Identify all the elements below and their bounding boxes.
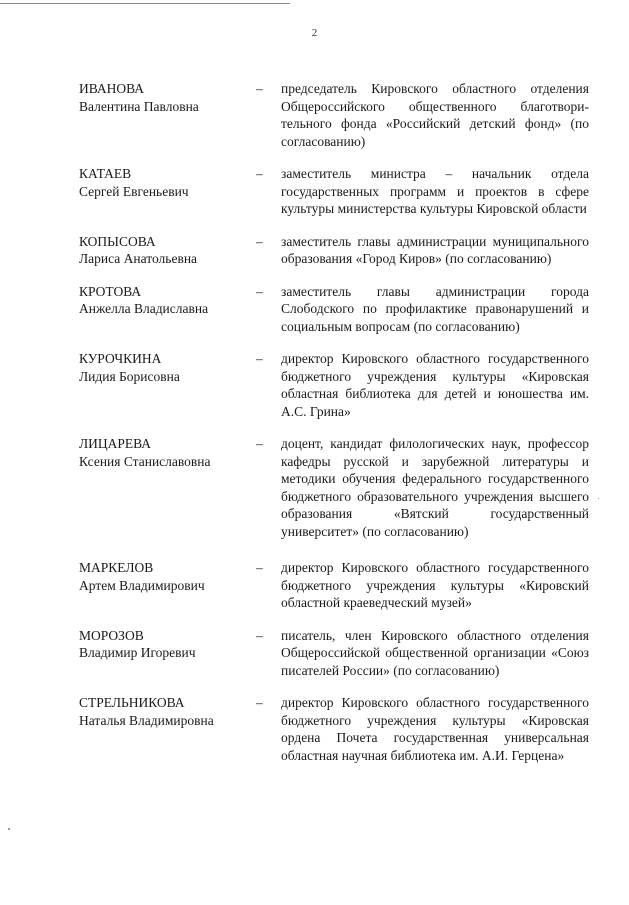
member-description: заместитель министра – начальник отдела государственных программ и проектов в сфере культуры министерства культуры Кировской области [281, 166, 589, 216]
scan-speck [598, 498, 599, 499]
list-item [79, 165, 589, 218]
member-name [79, 435, 256, 540]
member-given-names: Владимир Игоревич [79, 645, 196, 660]
member-name [79, 627, 256, 680]
member-surname: ИВАНОВА [79, 81, 145, 96]
member-given-names: Артем Владимирович [79, 577, 205, 593]
member-dash: – [256, 283, 263, 299]
member-given-names: Валентина Павловна [79, 98, 199, 114]
member-description: директор Кировского областного государственного бюджетного учреждения культуры «Кировская ордена Почета государственная универсальная областная научная библиотека им. А.И. Герцена» [281, 695, 589, 763]
member-name [79, 350, 256, 420]
list-item [79, 283, 589, 336]
scan-speck [8, 828, 10, 830]
member-surname: МАРКЕЛОВ [79, 560, 154, 575]
member-description: директор Кировского областного государственного бюджетного учреждения культуры «Кировский областной краеведческий музей» [281, 560, 589, 610]
member-given-names: Анжелла Владиславна [79, 301, 209, 316]
list-item [79, 559, 589, 612]
member-given-names: Наталья Владимировна [79, 712, 214, 728]
list-item [79, 627, 589, 680]
member-dash: – [256, 233, 263, 249]
member-given-names: Лариса Анатольевна [79, 251, 198, 266]
member-dash: – [256, 436, 263, 451]
member-description: председатель Кировского областного отделения Общероссийского общественного благотворительного фонда «Российский детский фонд» (по согласованию) [281, 81, 589, 149]
member-description: заместитель главы администрации города Слободского по профилактике правонарушений и социальным вопросам (по согласованию) [281, 283, 589, 334]
member-surname: КАТАЕВ [79, 166, 132, 181]
member-surname: КУРОЧКИНА [79, 351, 162, 366]
member-dash: – [256, 627, 263, 643]
member-dash: – [256, 560, 263, 575]
member-surname: МОРОЗОВ [79, 627, 144, 643]
list-item [79, 233, 589, 268]
list-item [79, 80, 589, 150]
list-item [79, 694, 589, 764]
member-surname: КРОТОВА [79, 283, 142, 299]
member-given-names: Ксения Станиславовна [79, 453, 211, 469]
member-surname: СТРЕЛЬНИКОВА [79, 695, 185, 710]
list-item [79, 435, 589, 540]
scan-edge-line [0, 3, 290, 4]
member-dash: – [256, 81, 263, 96]
member-dash: – [256, 351, 263, 366]
member-dash: – [256, 166, 263, 181]
members-list [79, 80, 589, 779]
member-description: директор Кировского областного государственного бюджетного учреждения культуры «Кировская областная библиотека для детей и юношества им. А.С. Грина» [281, 351, 589, 419]
member-name [79, 233, 256, 268]
member-given-names: Сергей Евгеньевич [79, 183, 189, 199]
member-name [79, 165, 256, 218]
member-surname: ЛИЦАРЕВА [79, 436, 152, 451]
member-description: доцент, кандидат филологических наук, профессор кафедры русской и зарубежной литературы и методики обучения федерального государственного бюджетного образовательного учреждения высшего образования «Вятский государственный университет» (по согласованию) [281, 436, 589, 539]
page-number: 2 [311, 27, 318, 39]
member-description: заместитель главы администрации муниципального образования «Город Киров» (по согласованию) [281, 233, 589, 266]
member-name [79, 283, 256, 336]
member-name [79, 80, 256, 150]
member-name [79, 559, 256, 612]
member-dash: – [256, 695, 263, 710]
member-name [79, 694, 256, 764]
member-surname: КОПЫСОВА [79, 233, 156, 249]
member-given-names: Лидия Борисовна [79, 368, 180, 384]
list-item [79, 350, 589, 420]
member-description: писатель, член Кировского областного отделения Общероссийской общественной организации «Союз писателей России» (по согласованию) [281, 627, 589, 678]
